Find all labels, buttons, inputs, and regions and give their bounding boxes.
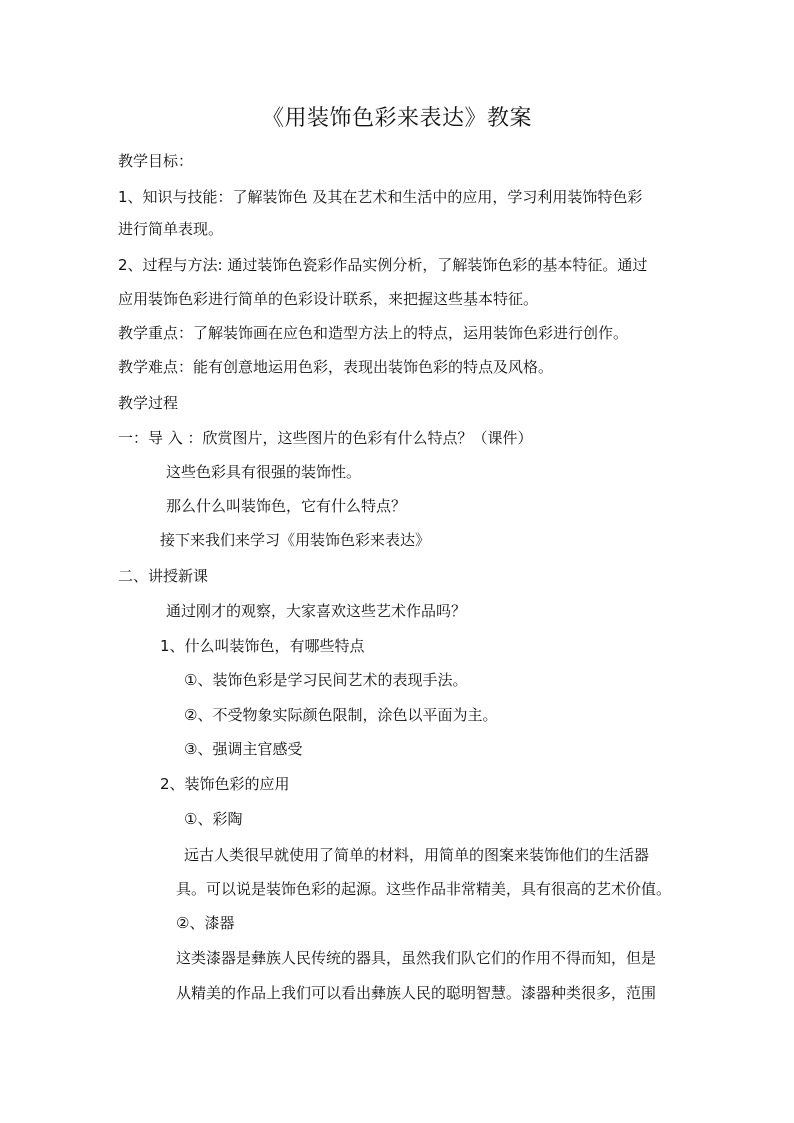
text-line: ①、彩陶 bbox=[184, 810, 243, 828]
text-line-section-two: 二、讲授新课 bbox=[118, 567, 209, 585]
document-title: 《用装饰色彩来表达》教案 bbox=[261, 106, 532, 131]
text-line-section-one: 一：导 入 ：欣赏图片，这些图片的色彩有什么特点？（课件） bbox=[118, 429, 533, 447]
text-line: 具。可以说是装饰色彩的起源。这些作品非常精美，具有很高的艺术价值。 bbox=[176, 880, 672, 898]
text-line-objectives-heading: 教学目标： bbox=[118, 152, 194, 170]
text-line: ①、装饰色彩是学习民间艺术的表现手法。 bbox=[184, 671, 468, 689]
text-line: 远古人类很早就使用了简单的材料，用简单的图案来装饰他们的生活器 bbox=[184, 846, 650, 864]
text-line: 1、知识与技能：了解装饰色 及其在艺术和生活中的应用，学习利用装饰特色彩 bbox=[118, 188, 643, 206]
text-line-key-point: 教学重点：了解装饰画在应色和造型方法上的特点，运用装饰色彩进行创作。 bbox=[118, 324, 629, 342]
text-line: 从精美的作品上我们可以看出彝族人民的聪明智慧。漆器种类很多，范围 bbox=[176, 984, 657, 1002]
text-line: 2、过程与方法: 通过装饰色瓷彩作品实例分析，了解装饰色彩的基本特征。通过 bbox=[118, 256, 648, 274]
text-line-subheading: 1、什么叫装饰色，有哪些特点 bbox=[160, 637, 365, 655]
text-line: ③、强调主官感受 bbox=[184, 740, 303, 758]
text-line: 通过刚才的观察，大家喜欢这些艺术作品吗？ bbox=[166, 602, 467, 620]
text-line-difficulty: 教学难点：能有创意地运用色彩，表现出装饰色彩的特点及风格。 bbox=[118, 358, 554, 376]
text-line: ②、不受物象实际颜色限制，涂色以平面为主。 bbox=[184, 706, 498, 724]
text-line: 接下来我们来学习《用装饰色彩来表达》 bbox=[160, 531, 431, 549]
text-line: ②、漆器 bbox=[176, 914, 235, 932]
text-line: 进行简单表现。 bbox=[118, 220, 224, 238]
text-line: 应用装饰色彩进行简单的色彩设计联系，来把握这些基本特征。 bbox=[118, 290, 539, 308]
text-line: 那么什么叫装饰色，它有什么特点？ bbox=[166, 497, 407, 515]
text-line: 这类漆器是彝族人民传统的器具，虽然我们队它们的作用不得而知，但是 bbox=[176, 949, 657, 967]
text-line-process-heading: 教学过程 bbox=[118, 394, 179, 412]
text-line-subheading: 2、装饰色彩的应用 bbox=[160, 775, 290, 793]
text-line: 这些色彩具有很强的装饰性。 bbox=[166, 463, 362, 481]
